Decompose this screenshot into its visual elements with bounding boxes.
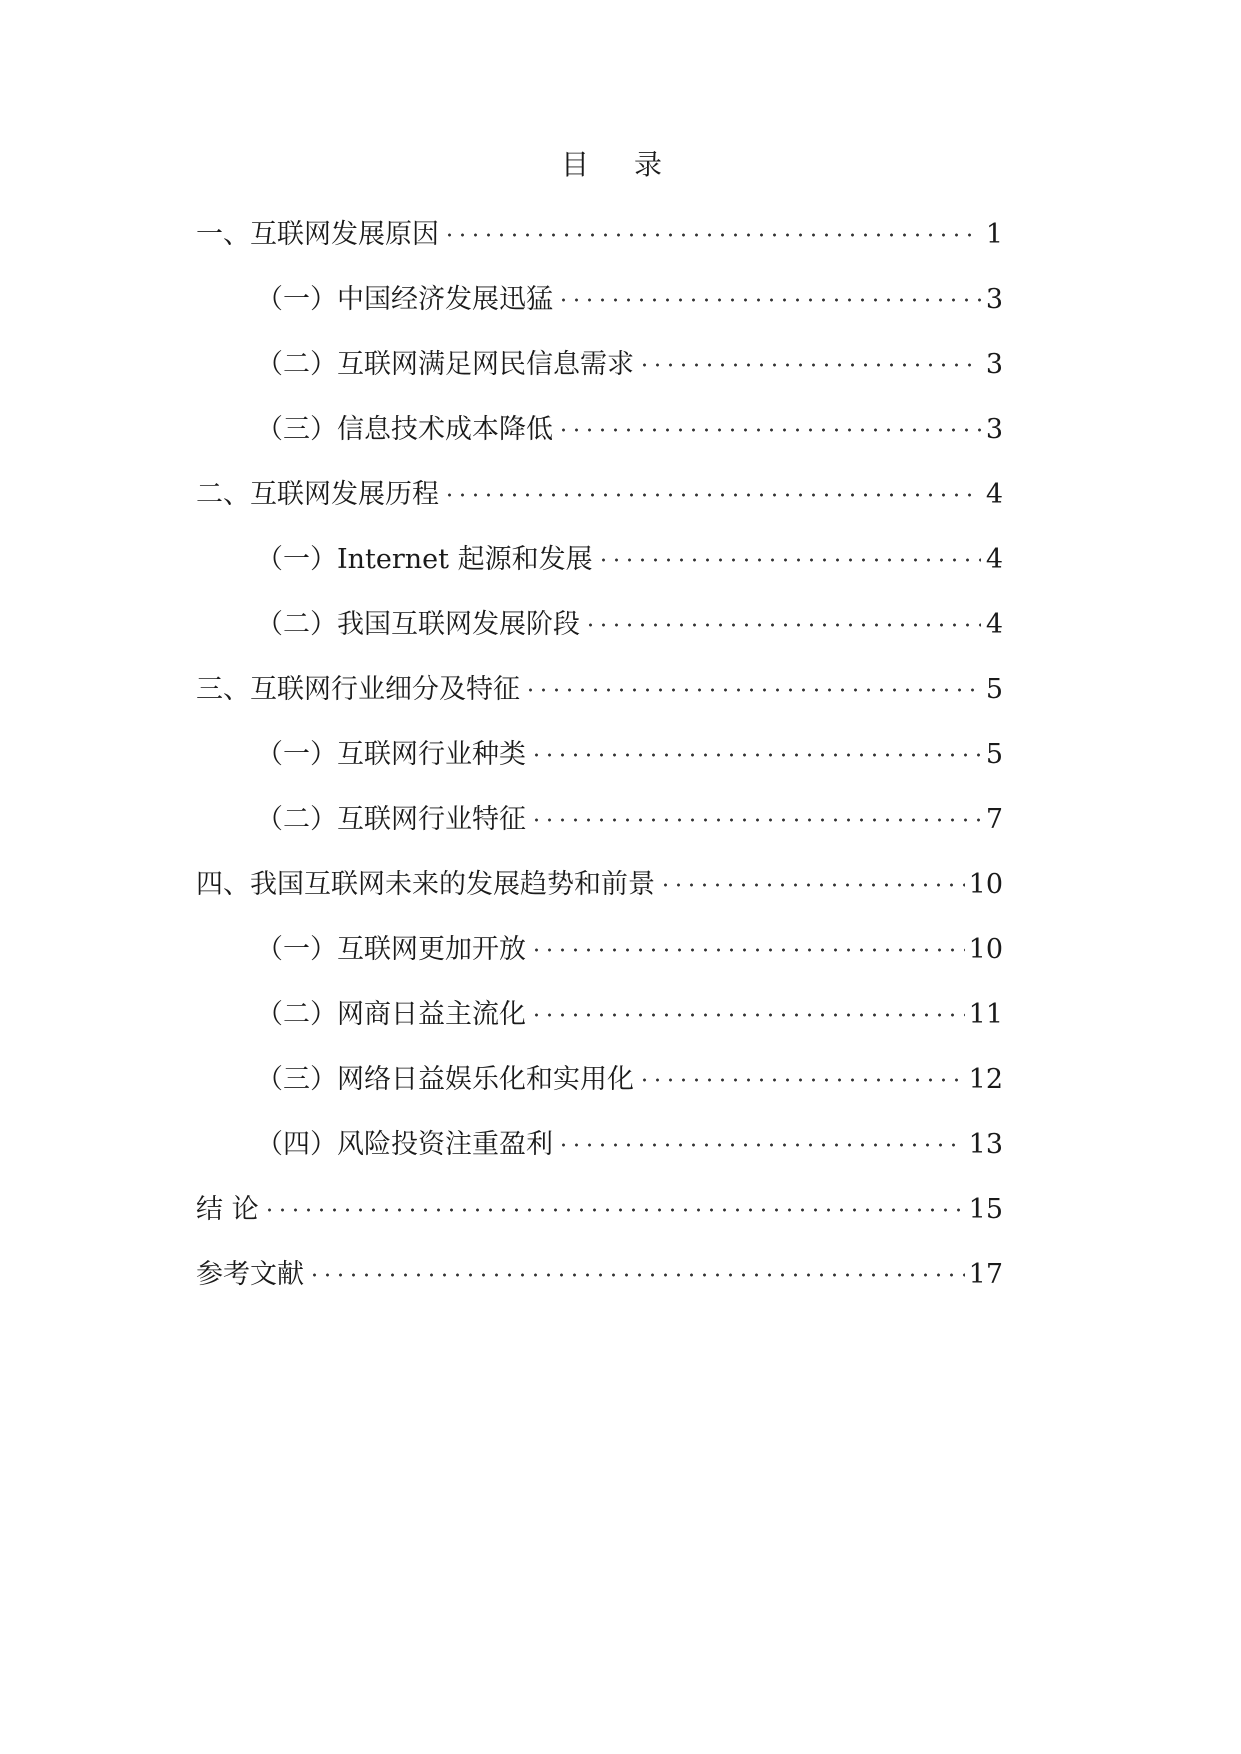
dot-leader [263,1208,965,1212]
toc-entry-page: 10 [968,934,1003,965]
toc-entry[interactable] [196,1125,1003,1190]
toc-entry[interactable] [196,930,1003,995]
toc-entry[interactable] [196,735,1003,800]
toc-entry-page: 4 [985,609,1003,640]
dot-leader [530,948,965,952]
toc-entry[interactable] [196,475,1003,540]
toc-entry-page: 3 [985,414,1003,445]
dot-leader [524,688,981,692]
dot-leader [638,363,981,367]
toc-entry[interactable] [196,865,1003,930]
dot-leader [638,1078,965,1082]
toc-entry-page: 4 [985,479,1003,510]
dot-leader [557,1143,965,1147]
dot-leader [557,298,981,302]
toc-entry-label: （四）风险投资注重盈利 [256,1129,553,1160]
toc-entry-page: 3 [985,349,1003,380]
toc-entry-page: 4 [985,544,1003,575]
toc-entry-label: （一）Internet 起源和发展 [256,544,593,575]
dot-leader [597,558,981,562]
toc-entry-page: 12 [968,1064,1003,1095]
toc-entry-page: 10 [968,869,1003,900]
toc-entry[interactable] [196,605,1003,670]
toc-entry-page: 15 [968,1194,1003,1225]
dot-leader [443,233,981,237]
toc-entry[interactable] [196,995,1003,1060]
toc-entry-page: 11 [968,999,1003,1030]
toc-entry[interactable] [196,800,1003,865]
dot-leader [530,1013,965,1017]
toc-entry-label: （二）互联网行业特征 [256,804,526,835]
table-of-contents [196,215,1003,1320]
toc-entry[interactable] [196,1060,1003,1125]
toc-entry-label: 一、互联网发展原因 [196,219,439,250]
toc-entry-page: 7 [985,804,1003,835]
toc-entry[interactable] [196,1190,1003,1255]
toc-entry[interactable] [196,215,1003,280]
toc-title: 目 录 [561,148,680,181]
toc-entry-label: （三）网络日益娱乐化和实用化 [256,1064,634,1095]
dot-leader [443,493,981,497]
toc-entry-label: （三）信息技术成本降低 [256,414,553,445]
dot-leader [584,623,981,627]
toc-entry-label: 结 论 [196,1194,259,1225]
toc-entry-label: 三、互联网行业细分及特征 [196,674,520,705]
toc-entry-label: 参考文献 [196,1259,304,1290]
toc-entry-label: （一）互联网行业种类 [256,739,526,770]
toc-entry-label: （二）网商日益主流化 [256,999,526,1030]
toc-entry[interactable] [196,1255,1003,1320]
toc-entry-label: （二）互联网满足网民信息需求 [256,349,634,380]
toc-entry-page: 1 [985,219,1003,250]
toc-entry-page: 3 [985,284,1003,315]
dot-leader [530,753,981,757]
toc-entry-page: 5 [985,739,1003,770]
toc-entry-page: 17 [968,1259,1003,1290]
toc-entry-label: （二）我国互联网发展阶段 [256,609,580,640]
toc-entry-label: 四、我国互联网未来的发展趋势和前景 [196,869,655,900]
dot-leader [308,1273,965,1277]
toc-entry-label: 二、互联网发展历程 [196,479,439,510]
toc-entry-label: （一）互联网更加开放 [256,934,526,965]
toc-entry-page: 5 [985,674,1003,705]
dot-leader [659,883,965,887]
dot-leader [557,428,981,432]
toc-entry-page: 13 [968,1129,1003,1160]
toc-entry-label: （一）中国经济发展迅猛 [256,284,553,315]
toc-entry[interactable] [196,280,1003,345]
toc-entry[interactable] [196,540,1003,605]
toc-entry[interactable] [196,410,1003,475]
toc-entry[interactable] [196,670,1003,735]
dot-leader [530,818,981,822]
toc-entry[interactable] [196,345,1003,410]
